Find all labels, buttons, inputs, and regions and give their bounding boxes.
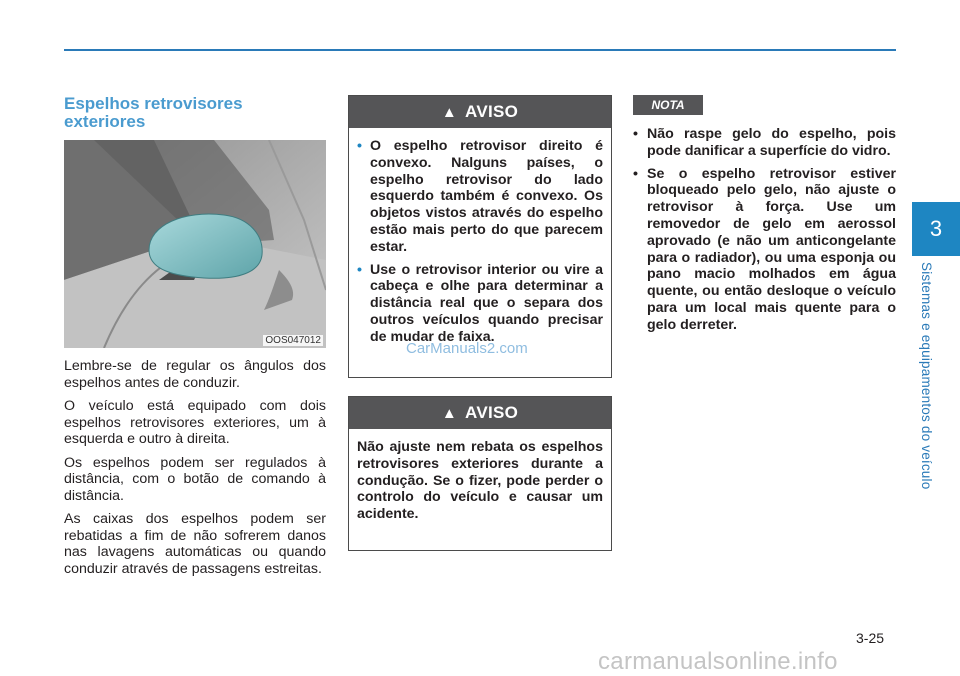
note-item-text: Se o espelho retrovisor estiver bloqueado pelo gelo, não ajuste o retrovisor à força. Use um removedor de gelo em aerossol aprovado (e não um anticongelante para o radiador), ou uma esponja ou pano macio molhados em água quente, ou então desloque o veículo para um local mais quente para o gelo derreter. <box>647 165 896 333</box>
warning-item-text: O espelho retrovisor direito é convexo. Nalguns países, o espelho retrovisor do lado esquerdo também é convexo. Os objetos vistos através do espelho estão mais perto do que parecem estar. <box>370 138 603 255</box>
header-rule <box>64 49 896 51</box>
warning-header <box>349 397 611 429</box>
warning-list <box>349 128 611 346</box>
page-number: 3-25 <box>856 630 885 646</box>
warning-box-mirror-convex <box>348 95 612 378</box>
note-badge: NOTA <box>633 95 703 115</box>
note-item <box>633 166 896 334</box>
photo-code: OOS047012 <box>265 335 321 346</box>
note-item <box>633 126 896 160</box>
body-paragraph: O veículo está equipado com dois espelhos retrovisores exteriores, um à esquerda e outro à direita. <box>64 398 326 447</box>
warning-triangle-icon: ▲ <box>441 404 457 422</box>
bullet-icon: • <box>633 165 638 182</box>
section-title: Espelhos retrovisores exteriores <box>64 94 243 131</box>
note-item-text: Não raspe gelo do espelho, pois pode danificar a superfície do vidro. <box>647 126 896 159</box>
site-watermark: carmanualsonline.info <box>598 648 838 675</box>
warning-text: Não ajuste nem rebata os espelhos retrovisores exteriores durante a condução. Se o fizer, pode perder o controlo do veículo e causar um acidente. <box>357 439 603 523</box>
warning-box-adjust-driving <box>348 396 612 551</box>
body-paragraph: As caixas dos espelhos podem ser rebatidas a fim de não sofrerem danos nas lavagens automáticas ou quando conduzir através de passagens estreitas. <box>64 511 326 577</box>
warning-header <box>349 96 611 128</box>
warning-title: AVISO <box>465 403 519 422</box>
chapter-title-text: Sistemas e equipamentos do veículo <box>919 262 934 490</box>
warning-item-text: Use o retrovisor interior ou vire a cabeça e olhe para determinar a distância real que o separa dos outros veículos quando precisar de mudar de faixa. <box>370 261 603 345</box>
body-paragraph: Lembre-se de regular os ângulos dos espelhos antes de conduzir. <box>64 358 326 391</box>
body-text <box>64 358 326 584</box>
chapter-number-tab[interactable]: 3 <box>912 202 960 256</box>
body-paragraph: Os espelhos podem ser regulados à distância, com o botão de comando à distância. <box>64 454 326 504</box>
watermark-text: CarManuals2.com <box>406 340 528 357</box>
warning-triangle-icon: ▲ <box>441 103 457 121</box>
bullet-icon: • <box>357 138 362 154</box>
warning-item <box>357 262 603 346</box>
mirror-housing <box>149 214 262 278</box>
chapter-side-title <box>919 262 943 512</box>
bullet-icon: • <box>633 126 638 142</box>
note-list <box>633 126 896 340</box>
side-mirror-illustration <box>64 140 326 348</box>
warning-item <box>357 138 603 256</box>
mirror-photo <box>64 140 326 348</box>
warning-title: AVISO <box>465 102 519 121</box>
bullet-icon: • <box>357 261 362 278</box>
